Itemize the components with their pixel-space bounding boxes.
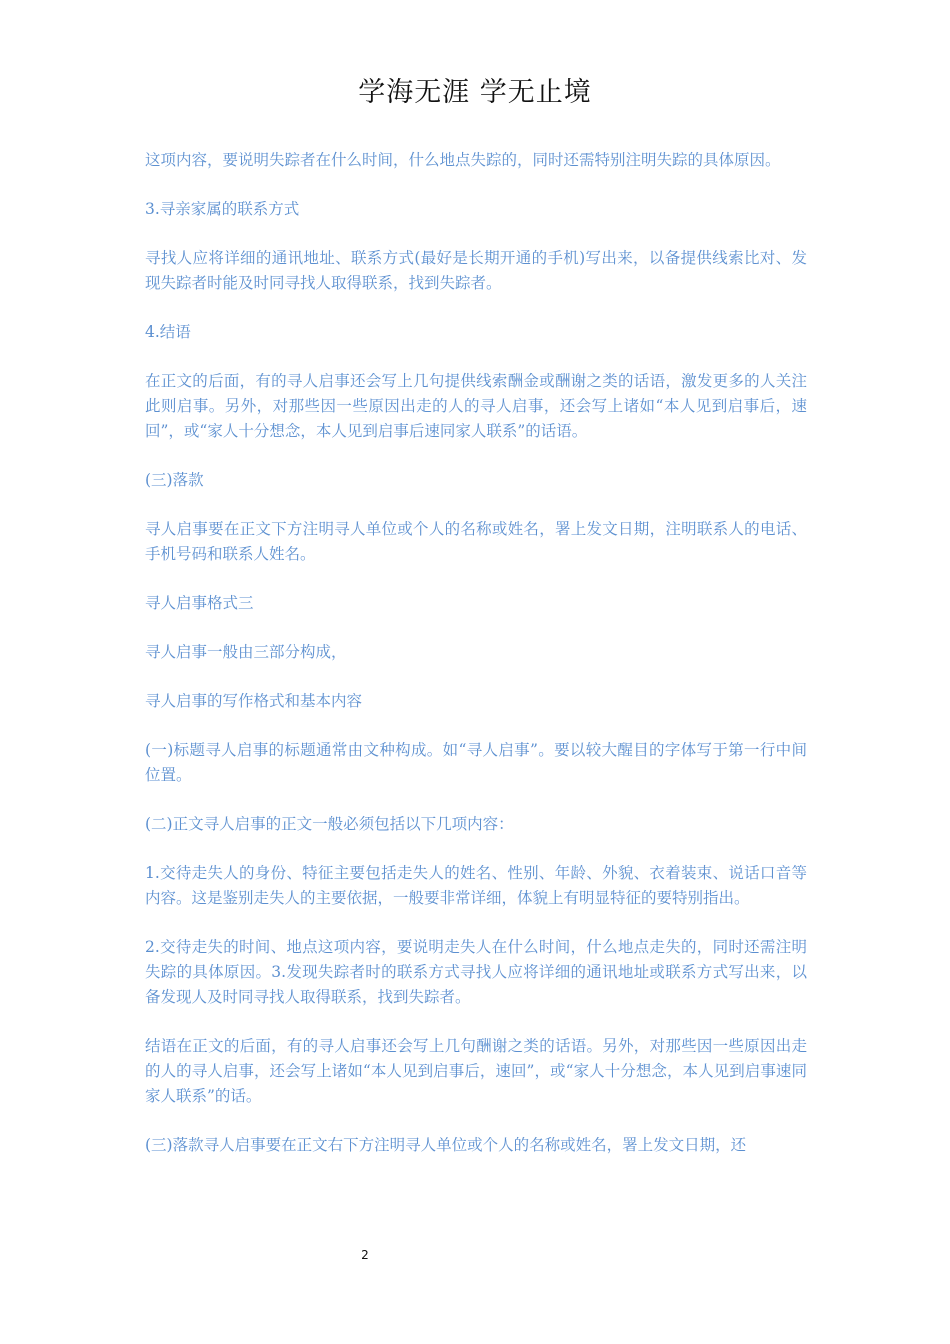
paragraph: 在正文的后面，有的寻人启事还会写上几句提供线索酬金或酬谢之类的话语，激发更多的人关注此则启事。另外，对那些因一些原因出走的人的寻人启事，还会写上诸如“本人见到启事后，速回”，或“家人十分想念，本人见到启事后速同家人联系”的话语。	[145, 372, 807, 440]
section-heading: 寻人启事格式三	[145, 594, 254, 612]
paragraph: 2.交待走失的时间、地点这项内容，要说明走失人在什么时间，什么地点走失的，同时还需注明失踪的具体原因。3.发现失踪者时的联系方式寻找人应将详细的通讯地址或联系方式写出来，以备发现人及时同寻找人取得联系，找到失踪者。	[145, 938, 807, 1006]
paragraph: (一)标题寻人启事的标题通常由文种构成。如“寻人启事”。要以较大醒目的字体写于第一行中间位置。	[145, 741, 807, 784]
paragraph: 寻人启事一般由三部分构成，	[145, 643, 347, 661]
paragraph: (二)正文寻人启事的正文一般必须包括以下几项内容：	[145, 815, 514, 833]
section-heading: 寻人启事的写作格式和基本内容	[145, 692, 363, 710]
paragraph: 寻找人应将详细的通讯地址、联系方式(最好是长期开通的手机)写出来，以备提供线索比对、发现失踪者时能及时同寻找人取得联系，找到失踪者。	[145, 249, 807, 292]
paragraph: 结语在正文的后面，有的寻人启事还会写上几句酬谢之类的话语。另外，对那些因一些原因出走的人的寻人启事，还会写上诸如“本人见到启事后，速回”，或“家人十分想念，本人见到启事速同家人联系”的话。	[145, 1037, 807, 1105]
document-body	[145, 148, 807, 1182]
page-number: 2	[361, 1248, 369, 1262]
section-heading: 3.寻亲家属的联系方式	[145, 200, 300, 218]
paragraph: (三)落款寻人启事要在正文右下方注明寻人单位或个人的名称或姓名，署上发文日期，还	[145, 1136, 747, 1154]
paragraph: 寻人启事要在正文下方注明寻人单位或个人的名称或姓名，署上发文日期，注明联系人的电话、手机号码和联系人姓名。	[145, 520, 807, 563]
page-header-title: 学海无涯 学无止境	[358, 77, 592, 108]
paragraph: 1.交待走失人的身份、特征主要包括走失人的姓名、性别、年龄、外貌、衣着装束、说话口音等内容。这是鉴别走失人的主要依据，一般要非常详细，体貌上有明显特征的要特别指出。	[145, 864, 807, 907]
section-heading: 4.结语	[145, 323, 191, 341]
paragraph: 这项内容，要说明失踪者在什么时间，什么地点失踪的，同时还需特别注明失踪的具体原因。	[145, 151, 781, 169]
section-heading: (三)落款	[145, 471, 204, 489]
